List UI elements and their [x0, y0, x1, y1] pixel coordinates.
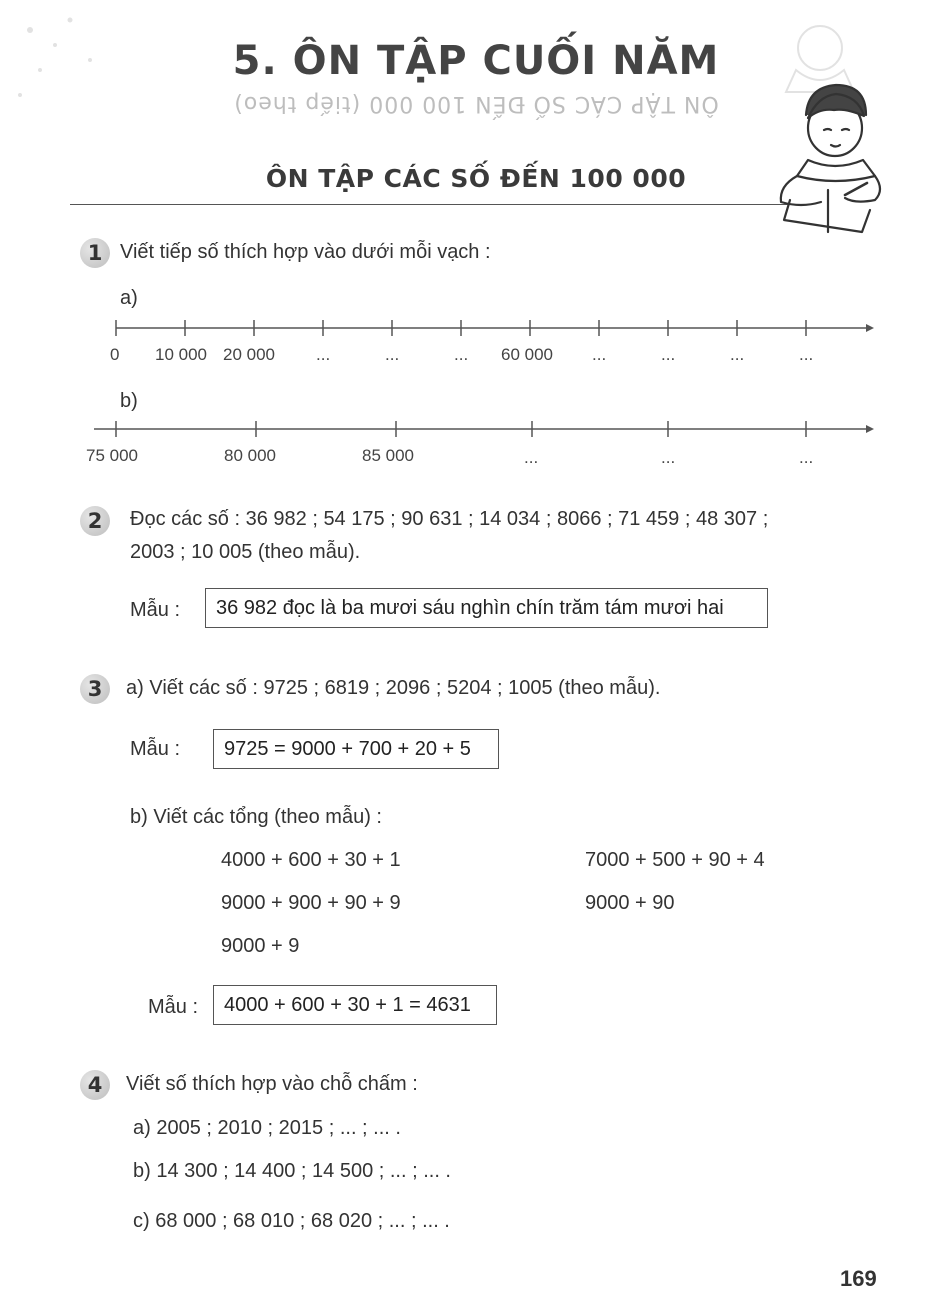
exercise-1-badge: 1 [80, 238, 110, 268]
exercise-3-badge: 3 [80, 674, 110, 704]
exercise-3b-text: b) Viết các tổng (theo mẫu) : [130, 806, 382, 828]
sum-expression: 9000 + 9 [221, 935, 300, 957]
exercise-3a-sample-label: Mẫu : [130, 738, 181, 760]
exercise-3b-sample-box: 4000 + 600 + 30 + 1 = 4631 [213, 985, 497, 1025]
exercise-3a-text: a) Viết các số : 9725 ; 6819 ; 2096 ; 5204 ; 1005 (theo mẫu). [126, 677, 661, 699]
line-a-tick-label: 60 000 [501, 345, 553, 364]
page-number: 169 [840, 1266, 877, 1291]
sum-expression: 9000 + 90 [585, 892, 675, 914]
exercise-1b-label: b) [120, 390, 138, 412]
chapter-title: 5. ÔN TẬP CUỐI NĂM [232, 38, 720, 84]
exercise-3b-sample-label: Mẫu : [148, 996, 199, 1018]
line-a-tick-label: ... [385, 345, 400, 364]
mirror-bleed-text: ÔN TẬP CÁC SỐ ĐẾN 100 000 (tiếp theo) [233, 91, 719, 116]
exercise-2-line-1: Đọc các số : 36 982 ; 54 175 ; 90 631 ; 14 034 ; 8066 ; 71 459 ; 48 307 ; [130, 508, 769, 530]
line-b-tick-label: ... [799, 448, 814, 467]
exercise-4-instruction: Viết số thích hợp vào chỗ chấm : [126, 1073, 418, 1095]
exercise-3a-sample-box: 9725 = 9000 + 700 + 20 + 5 [213, 729, 499, 769]
line-b-tick-label: 75 000 [86, 446, 138, 465]
exercise-2-line-2: 2003 ; 10 005 (theo mẫu). [130, 541, 361, 563]
line-a-tick-label: 20 000 [223, 345, 275, 364]
exercise-4-badge: 4 [80, 1070, 110, 1100]
exercise-4c: c) 68 000 ; 68 010 ; 68 020 ; ... ; ... . [133, 1210, 450, 1232]
exercise-2-sample-box: 36 982 đọc là ba mươi sáu nghìn chín trăm tám mươi hai [205, 588, 768, 628]
line-b-tick-label: ... [524, 448, 539, 467]
line-a-tick-label: ... [454, 345, 469, 364]
sum-expression: 4000 + 600 + 30 + 1 [221, 849, 401, 871]
exercise-1-instruction: Viết tiếp số thích hợp vào dưới mỗi vạch : [120, 241, 491, 263]
exercise-4a: a) 2005 ; 2010 ; 2015 ; ... ; ... . [133, 1117, 401, 1139]
sum-expression: 9000 + 900 + 90 + 9 [221, 892, 401, 914]
exercise-2-sample-label: Mẫu : [130, 599, 181, 621]
line-b-tick-label: 80 000 [224, 446, 276, 465]
section-title: ÔN TẬP CÁC SỐ ĐẾN 100 000 [265, 164, 687, 193]
line-b-tick-label: ... [661, 448, 676, 467]
line-a-tick-label: ... [799, 345, 814, 364]
line-a-tick-label: ... [730, 345, 745, 364]
exercise-2-badge: 2 [80, 506, 110, 536]
exercise-4b: b) 14 300 ; 14 400 ; 14 500 ; ... ; ... . [133, 1160, 451, 1182]
exercise-1a-label: a) [120, 287, 138, 309]
title-rule [70, 204, 790, 205]
line-a-tick-label: ... [661, 345, 676, 364]
line-a-tick-label: ... [316, 345, 331, 364]
line-a-tick-label: 0 [110, 345, 120, 364]
line-a-tick-label: ... [592, 345, 607, 364]
sum-expression: 7000 + 500 + 90 + 4 [585, 849, 765, 871]
line-a-tick-label: 10 000 [155, 345, 207, 364]
line-b-tick-label: 85 000 [362, 446, 414, 465]
